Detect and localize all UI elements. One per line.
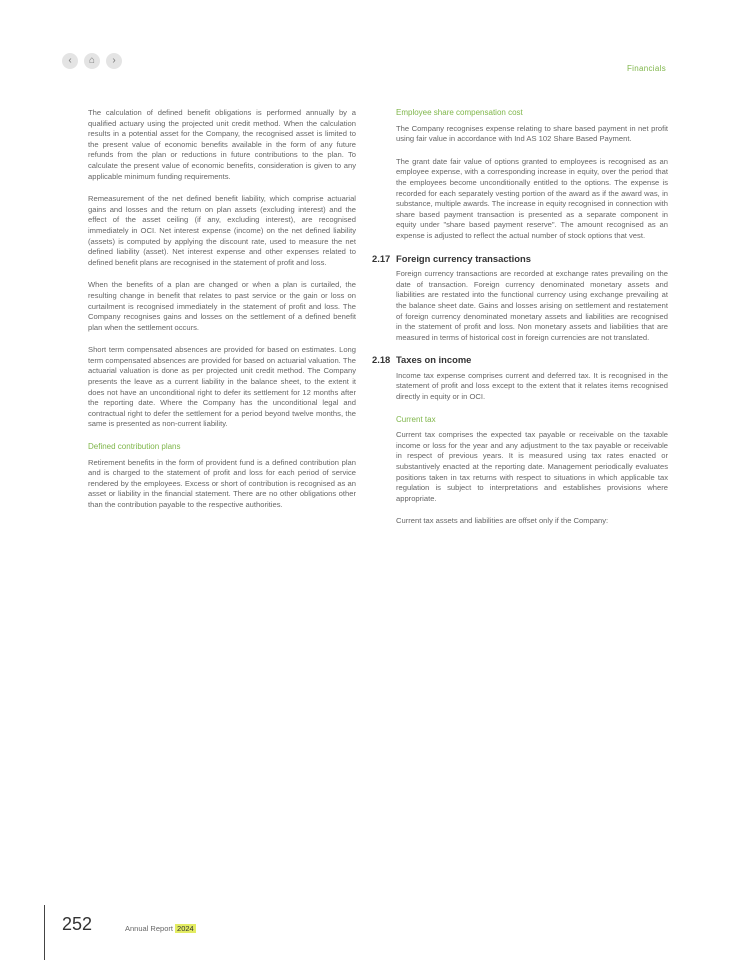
- section-label: Financials: [626, 64, 666, 73]
- subheading: Current tax: [396, 414, 436, 424]
- paragraph: Income tax expense comprises current and deferred tax. It is recognised in the statement of profit and loss except to the extent that it relates items recognised directly in equity or in OCI.: [396, 370, 668, 402]
- paragraph: Remeasurement of the net defined benefit liability, which comprise actuarial gains and losses and the return on plan assets (excluding interest) and the effect of the asset ceiling (if any, excluding interest), are recognised immediately in OCI. Net interest expense (income) on the net defined liability (assets) is computed by applying the discount rate, used to measure the net defined liability (asset). Net interest expense and other expenses related to defined benefit plans are recognised in the statement of profit and loss.: [88, 194, 356, 267]
- paragraph: Current tax comprises the expected tax payable or receivable on the taxable income or loss for the year and any adjustment to the tax payable or receivable in respect of previous years. It is measured using tax rates enacted or substantively enacted at the reporting date. Management periodically evaluates positions taken in tax returns with respect to situations in which applicable tax regulation is subject to interpretations and establishes provisions where appropriate.: [396, 430, 668, 503]
- left-column: [88, 108, 356, 523]
- section-title: Foreign currency transactions: [396, 252, 531, 264]
- report-year: 2024: [177, 924, 194, 933]
- previous-page-icon[interactable]: ‹: [62, 53, 78, 69]
- paragraph: The grant date fair value of options granted to employees is recognised as an employee expense, with a corresponding increase in equity, over the period that the employees become unconditionally entitled to the options. The expense is recorded for each separately vesting portion of the award as if the award was, in substance, multiple awards. The increase in equity recognised in connection with share based payment transaction is presented as a separate component in equity under "share based payment reserve". The amount recognised as an expense is adjusted to reflect the actual number of stock options that vest.: [396, 156, 668, 240]
- paragraph: The Company recognises expense relating to share based payment in net profit using fair value in accordance with Ind AS 102 Share Based Payment.: [396, 123, 668, 144]
- section-number: 2.17: [372, 252, 391, 264]
- subheading: Employee share compensation cost: [396, 108, 523, 117]
- subheading: Defined contribution plans: [88, 442, 181, 452]
- paragraph: Retirement benefits in the form of provident fund is a defined contribution plan and is charged to the statement of profit and loss for each period of service rendered by the employees. Excess or short of contribution is recognised as an asset or liability in the financial statement. There are no other obligations other than the contribution payable to the respective authorities.: [88, 457, 356, 509]
- right-column: [372, 108, 668, 539]
- section-heading: [372, 252, 668, 265]
- page-navigation: [62, 53, 122, 69]
- next-page-icon[interactable]: ›: [106, 53, 122, 69]
- paragraph: When the benefits of a plan are changed or when a plan is curtailed, the resulting change in benefit that relates to past service or the gain or loss on curtailment is recognised immediately in the statement of profit and loss. The Company recognises gains and losses on the settlement of a defined benefit plan when the settlement occurs.: [88, 280, 356, 332]
- paragraph: Foreign currency transactions are recorded at exchange rates prevailing on the date of transaction. Foreign currency denominated monetary assets and liabilities are restated into the functional currency using exchange prevailing at the balance sheet date. Gains and losses arising on settlement and restatement of foreign currency denominated monetary assets and liabilities are recognised in the statement of profit and loss. Non monetary assets and liabilities that are measured in terms of historical cost in foreign currencies are not translated.: [396, 269, 668, 342]
- footer-divider: [44, 905, 45, 960]
- footer-report-title: [125, 924, 196, 933]
- section-number: 2.18: [372, 354, 391, 366]
- page-number: 252: [62, 914, 93, 934]
- paragraph: Current tax assets and liabilities are offset only if the Company:: [396, 516, 609, 526]
- section-heading: [372, 354, 668, 366]
- paragraph: The calculation of defined benefit obligations is performed annually by a qualified actuary using the projected unit credit method. When the calculation results in a potential asset for the Company, the recognised asset is limited to the present value of economic benefits available in the form of any future refunds from the plan or reductions in future contributions to the plan. To calculate the present value of economic benefits, consideration is given to any applicable minimum funding requirements.: [88, 108, 356, 181]
- home-icon[interactable]: ⌂: [84, 53, 100, 69]
- paragraph: Short term compensated absences are provided for based on estimates. Long term compensated absences are provided for based on actuarial valuation. The actuarial valuation is done as per projected unit credit method. The Company presents the leave as a current liability in the balance sheet, to the extent it does not have an unconditional right to defer its settlement for 12 months after the reporting date. Where the Company has the unconditional legal and contractual right to defer the settlement for a period beyond twelve months, the same is presented as non-current liability.: [88, 345, 356, 429]
- report-title: Annual Report: [125, 924, 173, 933]
- section-title: Taxes on income: [396, 354, 472, 366]
